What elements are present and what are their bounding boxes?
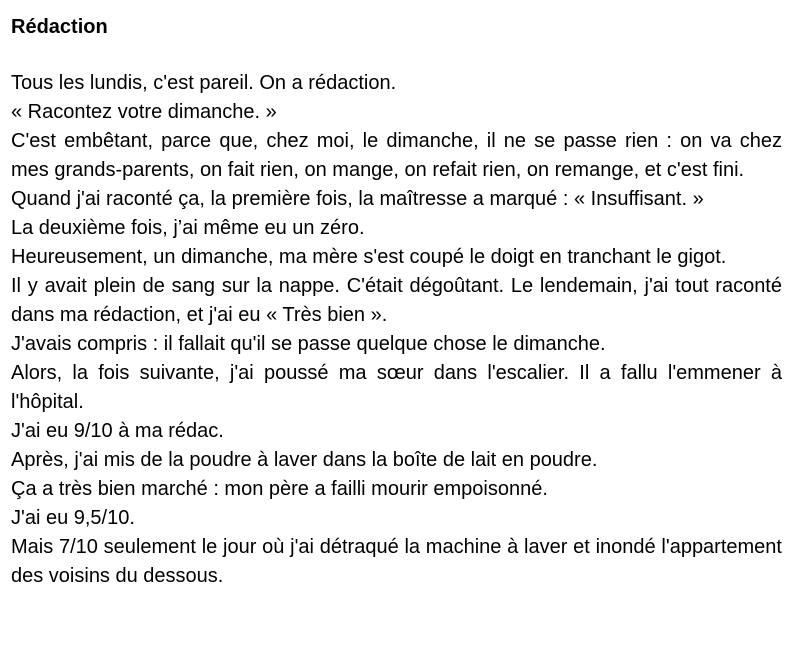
paragraph-9: Alors, la fois suivante, j'ai poussé ma sœur dans l'escalier. Il a fallu l'emmener à l'hôpital. xyxy=(11,362,782,413)
paragraph-13: J'ai eu 9,5/10. xyxy=(11,507,135,529)
paragraph-4: Quand j'ai raconté ça, la première fois, la maîtresse a marqué : « Insuffisant. » xyxy=(11,188,704,210)
paragraph-11: Après, j'ai mis de la poudre à laver dans la boîte de lait en poudre. xyxy=(11,449,598,471)
paragraph-5: La deuxième fois, j’ai même eu un zéro. xyxy=(11,217,365,239)
paragraph-12: Ça a très bien marché : mon père a failli mourir empoisonné. xyxy=(11,478,548,500)
paragraph-3: C'est embêtant, parce que, chez moi, le dimanche, il ne se passe rien : on va chez mes grands-parents, on fait rien, on mange, on refait rien, on remange, et c'est fini. xyxy=(11,130,782,181)
document-title: Rédaction xyxy=(11,16,108,38)
paragraph-7: Il y avait plein de sang sur la nappe. C'était dégoûtant. Le lendemain, j'ai tout raconté dans ma rédaction, et j'ai eu « Très bien ». xyxy=(11,275,782,326)
document-body xyxy=(11,13,782,591)
paragraph-8: J'avais compris : il fallait qu'il se passe quelque chose le dimanche. xyxy=(11,333,606,355)
paragraph-14: Mais 7/10 seulement le jour où j'ai détraqué la machine à laver et inondé l'appartement des voisins du dessous. xyxy=(11,536,782,587)
paragraph-2: « Racontez votre dimanche. » xyxy=(11,101,277,123)
paragraph-1: Tous les lundis, c'est pareil. On a rédaction. xyxy=(11,72,397,94)
paragraph-10: J'ai eu 9/10 à ma rédac. xyxy=(11,420,224,442)
paragraph-6: Heureusement, un dimanche, ma mère s'est coupé le doigt en tranchant le gigot. xyxy=(11,246,727,268)
